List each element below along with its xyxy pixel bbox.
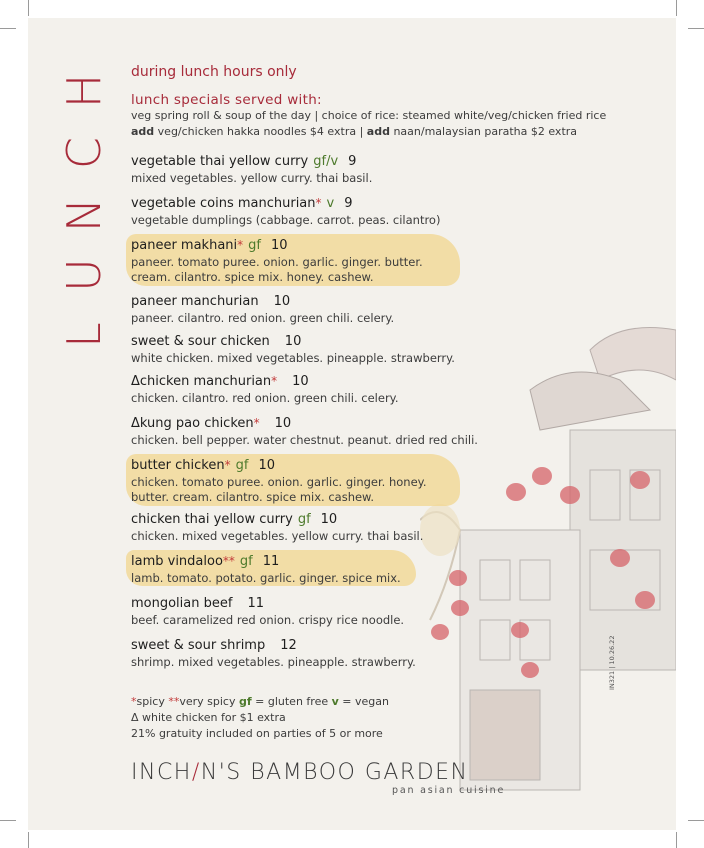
addons-line xyxy=(131,125,577,138)
item-name: butter chicken xyxy=(131,458,225,473)
menu-item xyxy=(131,416,478,448)
crop-mark xyxy=(688,28,704,29)
specials-line: veg spring roll & soup of the day | choice of rice: steamed white/veg/chicken fried rice xyxy=(131,109,607,122)
item-description: white chicken. mixed vegetables. pineapple. strawberry. xyxy=(131,351,455,365)
spicy-marker: * xyxy=(253,416,260,430)
item-price: 10 xyxy=(273,294,291,309)
item-price: 9 xyxy=(348,154,357,169)
menu-item xyxy=(131,154,372,186)
gf-symbol: gf xyxy=(238,695,252,708)
item-name: paneer manchurian xyxy=(131,294,259,309)
item-price: 10 xyxy=(258,458,275,473)
spicy-marker: * xyxy=(237,238,244,252)
item-description: vegetable dumplings (cabbage. carrot. peas. cilantro) xyxy=(131,213,441,227)
item-description: lamb. tomato. potato. garlic. ginger. spice mix. xyxy=(131,571,401,585)
title-letter: C xyxy=(57,136,111,170)
menu-item xyxy=(131,374,399,406)
item-price: 10 xyxy=(320,512,338,527)
legend-line xyxy=(131,694,389,710)
item-description: paneer. cilantro. red onion. green chili. celery. xyxy=(131,311,395,325)
item-description: mixed vegetables. yellow curry. thai basil. xyxy=(131,171,373,185)
item-name: paneer makhani xyxy=(131,238,238,253)
legend-text: = gluten free xyxy=(251,695,332,708)
logo-slash: / xyxy=(191,760,201,785)
menu-item xyxy=(131,596,404,628)
addon-text: veg/chicken hakka noodles $4 extra | xyxy=(154,125,367,138)
menu-item xyxy=(131,554,401,586)
title-letter: L xyxy=(57,322,111,348)
item-description: chicken. bell pepper. water chestnut. peanut. dried red chili. xyxy=(131,433,478,447)
item-price: 9 xyxy=(344,196,353,211)
spicy-marker: ** xyxy=(222,554,235,568)
item-price: 10 xyxy=(292,374,309,389)
crop-mark xyxy=(676,0,677,16)
white-chicken-note: Δ white chicken for $1 extra xyxy=(131,711,286,724)
gratuity-note: 21% gratuity included on parties of 5 or more xyxy=(131,727,383,740)
diet-tag: gf xyxy=(235,458,249,473)
diet-tag: gf xyxy=(297,512,311,527)
spicy-marker: * xyxy=(315,196,322,210)
print-code: IN321 | 10.26.22 xyxy=(608,635,616,690)
crop-mark xyxy=(688,820,704,821)
lunch-hours-note: during lunch hours only xyxy=(131,64,297,80)
legend-text: very spicy xyxy=(179,695,239,708)
restaurant-logo xyxy=(131,760,469,785)
spicy-marker: * xyxy=(224,458,231,472)
item-name: chicken thai yellow curry xyxy=(131,512,293,527)
item-name: sweet & sour chicken xyxy=(131,334,270,349)
item-name: vegetable thai yellow curry xyxy=(131,154,309,169)
item-description: chicken. cilantro. red onion. green chili. celery. xyxy=(131,391,399,405)
menu-item xyxy=(131,638,416,670)
add-keyword: add xyxy=(366,125,390,138)
diet-tag: gf xyxy=(239,554,253,569)
crop-mark xyxy=(28,832,29,848)
item-name: Δkung pao chicken xyxy=(131,416,254,431)
crop-mark xyxy=(676,832,677,848)
crop-mark xyxy=(0,820,16,821)
item-name: mongolian beef xyxy=(131,596,233,611)
menu-item xyxy=(131,294,394,326)
menu-item xyxy=(131,512,423,544)
item-name: vegetable coins manchurian xyxy=(131,196,316,211)
item-price: 11 xyxy=(262,554,280,569)
item-description: paneer. tomato puree. onion. garlic. ginger. butter. xyxy=(131,255,423,269)
street-illustration xyxy=(420,320,676,830)
item-name: lamb vindaloo xyxy=(131,554,223,569)
item-description: chicken. mixed vegetables. yellow curry. thai basil. xyxy=(131,529,424,543)
item-description: beef. caramelized red onion. crispy rice noodle. xyxy=(131,613,405,627)
menu-item xyxy=(131,238,423,285)
item-description: chicken. tomato puree. onion. garlic. ginger. honey. xyxy=(131,475,427,489)
item-name: sweet & sour shrimp xyxy=(131,638,266,653)
diet-tag: v xyxy=(326,196,335,211)
title-letter: U xyxy=(57,258,111,292)
crop-mark xyxy=(0,28,16,29)
add-keyword: add xyxy=(131,125,155,138)
item-price: 12 xyxy=(280,638,297,653)
spicy-symbol: * xyxy=(131,695,137,708)
logo-tagline: pan asian cuisine xyxy=(392,785,506,796)
vegan-symbol: v xyxy=(331,695,339,708)
logo-text: N'S BAMBOO GARDEN xyxy=(200,760,469,785)
item-description: cream. cilantro. spice mix. honey. cashew. xyxy=(131,270,374,284)
item-description: shrimp. mixed vegetables. pineapple. strawberry. xyxy=(131,655,416,669)
diet-tag: gf/v xyxy=(313,154,339,169)
lunch-vertical-title xyxy=(56,62,112,362)
title-letter: H xyxy=(57,73,111,109)
legend-text: spicy xyxy=(136,695,169,708)
crop-mark xyxy=(28,0,29,16)
item-price: 11 xyxy=(247,596,264,611)
very-spicy-symbol: ** xyxy=(168,695,180,708)
menu-item xyxy=(131,196,440,228)
item-name: Δchicken manchurian xyxy=(131,374,272,389)
item-price: 10 xyxy=(274,416,292,431)
specials-heading: lunch specials served with: xyxy=(131,92,322,108)
menu-item xyxy=(131,334,455,366)
item-price: 10 xyxy=(271,238,288,253)
menu-item xyxy=(131,458,426,505)
item-description: butter. cream. cilantro. spice mix. cashew. xyxy=(131,490,375,504)
diet-tag: gf xyxy=(248,238,261,253)
item-price: 10 xyxy=(284,334,302,349)
legend-text: = vegan xyxy=(338,695,389,708)
spicy-marker: * xyxy=(271,374,278,388)
menu-legend xyxy=(131,694,389,742)
title-letter: N xyxy=(57,197,111,233)
addon-text: naan/malaysian paratha $2 extra xyxy=(389,125,578,138)
logo-text: INCH xyxy=(131,760,192,785)
